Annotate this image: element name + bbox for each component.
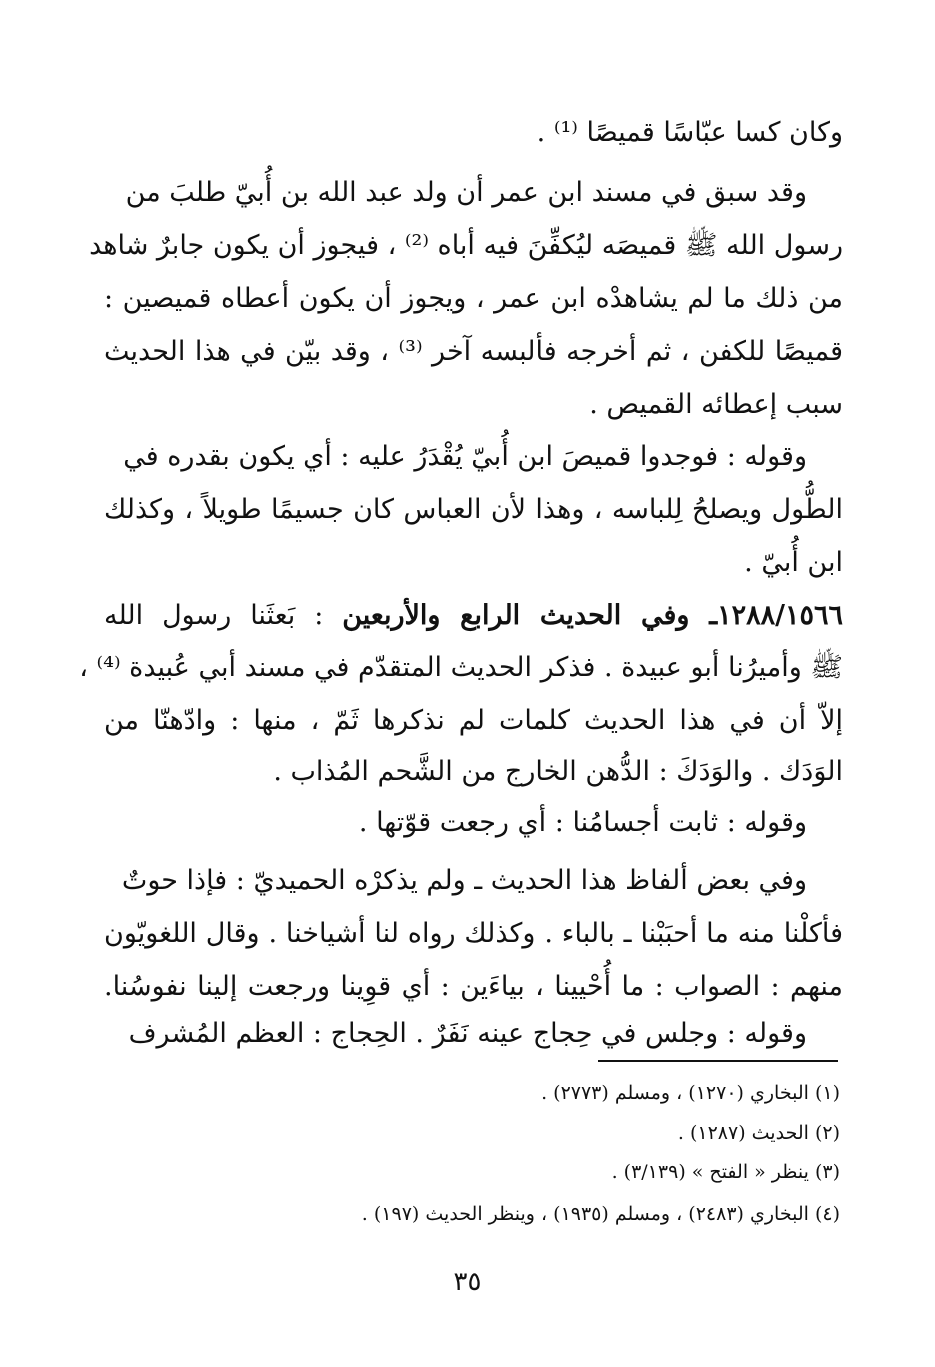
text-line: رسول الله ﷺ قميصَه ليُكفِّنَ فيه أباه ⁽²⁾ ، فيجوز أن يكون جابرٌ شاهد — [89, 230, 843, 261]
page-number: ٣٥ — [453, 1267, 482, 1297]
hadith-number-heading: ١٢٨٨/١٥٦٦ـ وفي الحديث الرابع والأربعين — [342, 600, 844, 631]
text-line: وقوله : فوجدوا قميصَ ابن أُبيّ يُقْدَرُ عليه : أي يكون بقدره في — [123, 441, 807, 472]
text-line: وقد سبق في مسند ابن عمر أن ولد عبد الله بن أُبيّ طلبَ من — [125, 177, 807, 208]
text-line: من ذلك ما لم يشاهدْه ابن عمر ، ويجوز أن يكون أعطاه قميصين : — [104, 283, 843, 314]
footnote: (٣) ينظر « الفتح » (٣/١٣٩) . — [611, 1161, 840, 1183]
text-line: إلاّ أن في هذا الحديث كلمات لم نذكرها ثَمّ ، منها : وادّهنّا من — [104, 705, 843, 736]
text-line: فأكلْنا منه ما أحبَبْنا ـ بالباء . وكذلك رواه لنا أشياخنا . وقال اللغويّون — [104, 918, 843, 949]
text-line: الطُّول ويصلحُ لِلباسه ، وهذا لأن العباس كان جسيمًا طويلاً ، وكذلك — [104, 494, 843, 525]
hadith-heading-line — [104, 587, 843, 645]
text-line: الوَدَك . والوَدَكَ : الدُّهن الخارج من الشَّحم المُذاب . — [273, 756, 843, 787]
text-line: وفي بعض ألفاظ هذا الحديث ـ ولم يذكرْه الحميديّ : فإذا حوتٌ — [121, 865, 807, 896]
footnote-separator — [598, 1060, 838, 1062]
text-line: قميصًا للكفن ، ثم أخرجه فألبسه آخر ⁽³⁾ ، وقد بيّن في هذا الحديث — [104, 336, 843, 367]
footnote: (١) البخاري (١٢٧٠) ، ومسلم (٢٧٧٣) . — [541, 1082, 840, 1104]
text-line: وقوله : وجلس في حِجاج عينه نَفَرٌ . الحِجاج : العظم المُشرف — [128, 1018, 807, 1049]
text-line: ابن أُبيّ . — [744, 547, 843, 578]
footnote: (٤) البخاري (٢٤٨٣) ، ومسلم (١٩٣٥) ، وينظر الحديث (١٩٧) . — [361, 1203, 840, 1225]
text-line: وقوله : ثابت أجسامُنا : أي رجعت قوّتها . — [358, 807, 807, 838]
text-line: منهم : الصواب : ما أُحْيينا ، بياءَين : أي قوِينا ورجعت إلينا نفوسُنا. — [104, 971, 843, 1002]
footnote: (٢) الحديث (١٢٨٧) . — [677, 1122, 840, 1144]
text-line: ﷺ وأميرُنا أبو عبيدة . فذكر الحديث المتقدّم في مسند أبي عُبيدة ⁽⁴⁾ ، — [79, 652, 843, 683]
text-line: وكان كسا عبّاسًا قميصًا ⁽¹⁾ . — [536, 117, 843, 148]
text-line: سبب إعطائه القميص . — [589, 389, 843, 420]
heading-continuation: : بَعثَنا رسول الله — [104, 600, 343, 631]
